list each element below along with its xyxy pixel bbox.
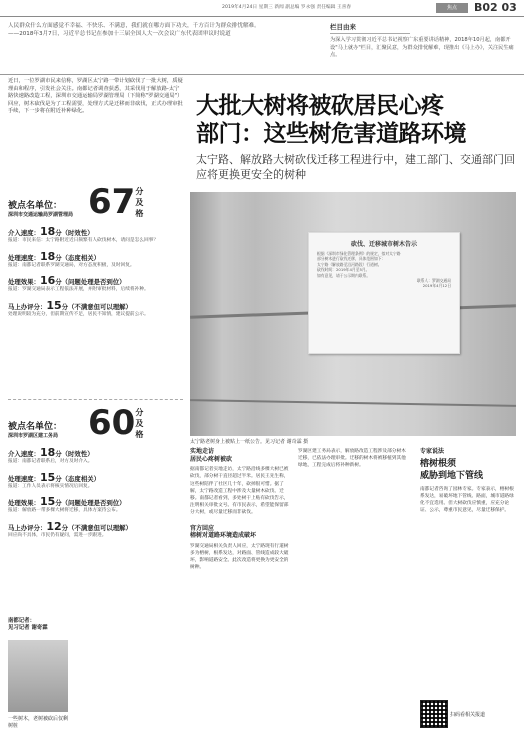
notice-line: 太宁路（解放路至沿河路段）行道树。 — [317, 261, 382, 267]
page-number: B02 03 — [474, 1, 517, 14]
expert-column — [420, 448, 516, 514]
rating-item-label: 介入速度： — [8, 450, 40, 458]
rating-item — [8, 446, 183, 466]
cable-band — [190, 399, 516, 407]
rating-item — [8, 274, 183, 294]
column-origin-title: 栏目由来 — [330, 23, 356, 31]
score-value: 60 — [88, 403, 136, 443]
article-column-2 — [298, 448, 410, 470]
photo-caption: 太宁路老树身上被贴上一纸公告。见习记者 谢奇霖 摄 — [190, 439, 309, 445]
rating-box — [8, 182, 183, 395]
notice-body — [309, 248, 459, 289]
rating-item-label: 马上办评分： — [8, 523, 47, 532]
score-unit: 分及格 — [135, 187, 144, 218]
expert-heading: 榕树根须 威胁到地下管线 — [420, 458, 484, 481]
rating-item-note: 分（时效性） — [55, 450, 94, 458]
rating-item-score: 18 — [39, 225, 56, 238]
subheadline: 太宁路、解放路大树砍伐迁移工程进行中，建工部门、交通部门回应将更换更安全的树种 — [196, 153, 515, 181]
rating-item-text: 报道：解放路一带多棵大树将迁移，具体方案待公布。 — [8, 508, 121, 513]
rating-item-text: 报道：市民来信：太宁路附近近日频繁有人砍伐树木，请问是怎么回事？ — [8, 238, 159, 243]
score-value: 67 — [88, 182, 136, 222]
rating-item-score: 12 — [46, 519, 62, 533]
rating-item-score: 15 — [39, 495, 56, 508]
qr-label: 扫码看相关报道 — [450, 712, 486, 718]
expert-label: 专家说法 — [420, 448, 445, 455]
rating-box — [8, 403, 183, 539]
rated-unit-name: 深圳市罗湖区建工务局 — [8, 433, 59, 440]
rating-item-label: 马上办评分： — [8, 302, 47, 311]
headline — [196, 92, 516, 148]
rating-item-text: 报道：罗湖交通局表示工程依法开展，并附审批材料，后续将补种。 — [8, 287, 149, 292]
rating-item-label: 处理速度： — [8, 474, 40, 483]
rating-item-note: 分（时效性） — [55, 229, 94, 237]
rating-item-note: 分（不满意但可以理解） — [61, 523, 132, 532]
notice-line: 2019年4月12日 — [422, 283, 451, 289]
score-unit: 分及格 — [135, 408, 144, 439]
rating-item-label: 处理效果： — [8, 278, 40, 286]
headline-line-1: 大批大树将被砍居民心疼 — [196, 93, 444, 119]
rating-item-label: 介入速度： — [8, 229, 40, 237]
rating-item-note: 分（问题处理是否到位） — [55, 499, 126, 507]
rating-item-score: 16 — [39, 274, 56, 287]
news-photo — [190, 192, 516, 436]
rating-item — [8, 225, 183, 245]
rating-item-note: 分（态度相关） — [55, 253, 100, 262]
rating-item-score: 18 — [39, 446, 56, 459]
rating-item-text: 回应尚不具体，市民仍有疑问，需进一步跟进。 — [8, 532, 107, 538]
rating-item-label: 处理效果： — [8, 499, 40, 507]
stump-photo-caption: 一些树木，老树被砍后仅剩树桩 — [8, 716, 69, 729]
notice-line: 联系人：罗湖交通局 — [416, 278, 451, 284]
column-origin-text: 为深入学习贯彻习近平总书记视察广东重要讲话精神，2018年10月起，南都开设"马上就办"栏目，汇聚民意，为群众排忧解难，现推出《马上办》，关注民生痛点。 — [330, 37, 514, 59]
rating-item-note: 分（态度相关） — [55, 474, 100, 483]
quote-block — [8, 22, 318, 38]
section-heading: 实地走访 居民心疼树被砍 — [190, 448, 233, 463]
notice-title: 砍伐、迁移城市树木告示 — [350, 241, 417, 248]
rating-sidebar — [8, 182, 183, 539]
section-heading: 官方回应 榕树对道路环境造成破坏 — [190, 524, 257, 540]
expert-text: 南都记者咨询了园林专家。专家表示，榕树根系发达，易破坏地下管线、路面，城市道路绿化不宜选用。但大树砍伐应慎重，应充分论证、公示，尊重市民意见，尽量迁移保护。 — [420, 486, 514, 514]
rating-item-score: 18 — [39, 249, 56, 263]
rated-unit-name: 深圳市交通运输局罗湖管理局 — [8, 212, 74, 219]
article-text: 据南都记者实地走访，太宁路沿线多棵大树已被砍伐，部分树干直径超过半米。居民王先生称，这些树陪伴了社区几十年，砍掉很可惜。据了解，太宁路改造工程中涉及大量树木砍伐、迁移。南都记者看到，多处树干上贴有砍伐告示，注明相关审批文号。有市民表示，希望能保留部分大树，或尽量迁移而非砍伐。 — [190, 467, 289, 516]
notice-sheet — [308, 232, 460, 354]
rating-item — [8, 495, 183, 515]
headline-line-2: 部门：这些树危害道路环境 — [196, 121, 466, 147]
section-badge: 焦点 — [436, 3, 468, 13]
quote-source: ——2018年3月7日，习近平总书记在参加十三届全国人大一次会议广东代表团审议时说道 — [8, 31, 231, 37]
qr-code[interactable] — [420, 700, 448, 728]
divider — [0, 74, 524, 75]
byline: 南都记者： 见习记者 谢奇霖 — [8, 618, 48, 631]
column-origin — [330, 22, 518, 68]
article-column-1 — [190, 448, 290, 572]
rating-item-text: 处理说明较为充分，但前期宣传不足，居民不知情，建议提前公示。 — [8, 311, 149, 317]
notice-line: 根据《深圳市绿化管理条例》的规定，拟对太宁路 — [317, 251, 401, 256]
rated-unit-label: 被点名单位： — [8, 422, 63, 433]
lead-paragraph: 近日，一位罗湖市民来信称，罗湖区太宁路一带计划砍伐了一批大树，质疑理由和程序，引发社会关注。南都记者调查获悉，其采伐用于解放路-太宁路快速路改造工程，深圳市交通运输局罗湖管理局（下简称"罗湖交通局"）回应，树木砍伐是为了工程需要，处理方式是迁移而非砍伐，正式办理审批手续，下一步将在附近补种绿化。 — [8, 78, 183, 115]
rating-item-label: 处理速度： — [8, 253, 40, 262]
quote-text: 人民群众什么方面感觉不幸福、不快乐、不满意，我们就在哪方面下功夫，千方百计为群众排忧解难。 — [8, 23, 260, 29]
rating-item-text: 报道：工作人员表示将核实情况后回复。 — [8, 483, 93, 489]
rating-item — [8, 299, 183, 319]
rating-item-text: 报道：南都记者联系罗湖交通局，对方态度积极，及时回复。 — [8, 262, 135, 268]
rating-item-text: 报道：南都记者联系后，对方及时介入。 — [8, 459, 93, 464]
divider — [330, 33, 410, 34]
rating-item-note: 分（不满意但可以理解） — [61, 302, 132, 311]
notice-line: 如有意见，请于公示期内联系。 — [317, 272, 371, 278]
rated-unit-label: 被点名单位： — [8, 201, 63, 212]
header-meta: 2019年4月24日 星期三 新闻 副总编 罗永强 责任编辑 王喜春 — [222, 5, 352, 10]
rating-item — [8, 520, 183, 540]
notice-line: 砍伐时间：2019年4月至5月。 — [317, 267, 370, 273]
rating-item — [8, 471, 183, 491]
rating-item-score: 15 — [46, 298, 62, 312]
article-text: 罗湖交通局相关负责人回应，太宁路现有行道树多为榕树，根系发达，对路面、管线造成较大破坏，影响道路安全。此次改造将更换为更安全的树种。 — [190, 543, 289, 571]
article-text: 罗湖区建工务局表示，解放路改造工程涉及部分树木迁移，已依法办理审批。迁移的树木将被移植到其他绿地，工程完成后将补种新树。 — [298, 449, 406, 469]
rating-item-note: 分（问题处理是否到位） — [55, 278, 126, 286]
notice-line: 部分树木进行砍伐迁移，具体范围如下： — [317, 256, 386, 262]
rating-item — [8, 250, 183, 270]
rating-item-score: 15 — [39, 470, 56, 484]
divider — [8, 399, 183, 400]
stump-photo — [8, 640, 68, 712]
